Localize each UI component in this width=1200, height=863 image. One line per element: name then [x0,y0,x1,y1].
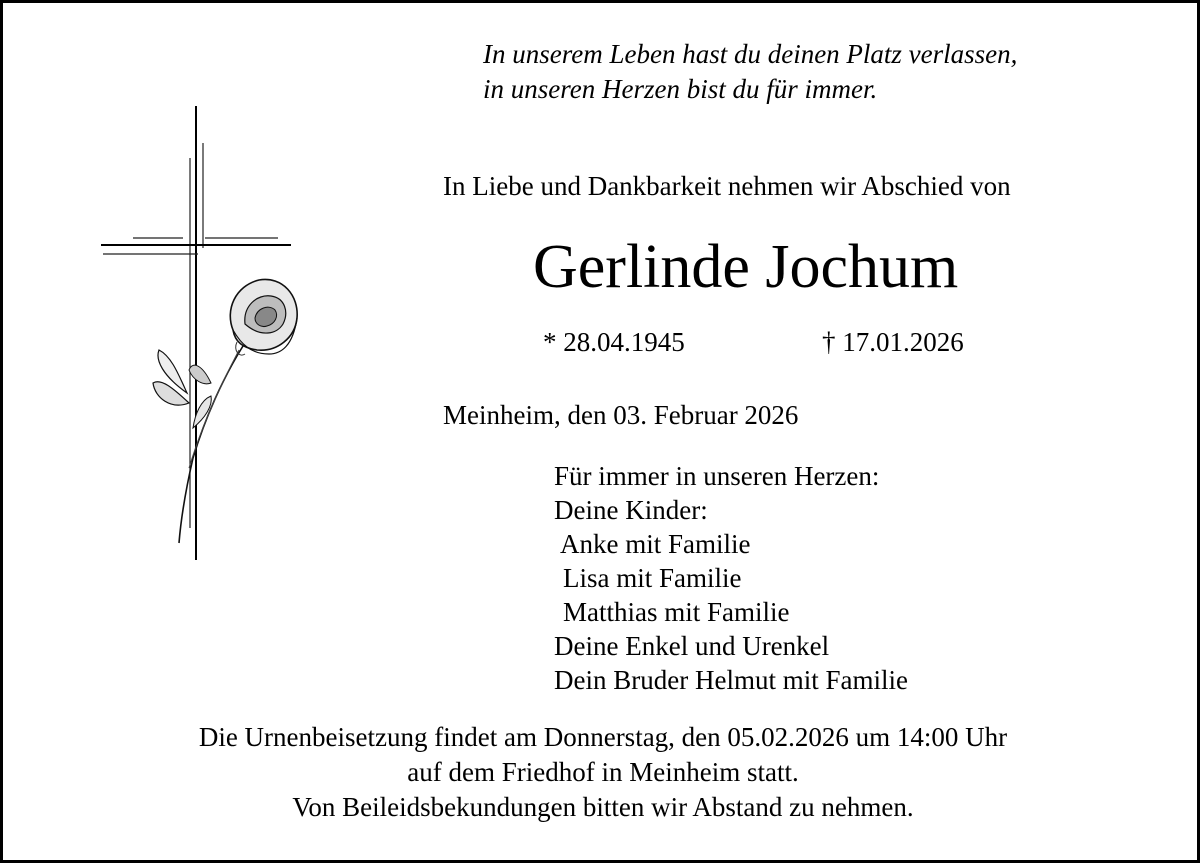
list-item: Anke mit Familie [560,529,751,559]
death-date: † 17.01.2026 [822,327,964,357]
funeral-line-2: auf dem Friedhof in Meinheim statt. [407,757,799,787]
motto-line-1: In unserem Leben hast du deinen Platz verlassen, [483,39,1018,69]
birth-date: * 28.04.1945 [543,327,685,357]
deceased-name: Gerlinde Jochum [533,233,959,301]
funeral-line-3: Von Beileidsbekundungen bitten wir Abstand zu nehmen. [292,792,914,822]
motto [483,37,1017,107]
list-item: Matthias mit Familie [563,597,790,627]
motto-line-2: in unseren Herzen bist du für immer. [483,74,878,104]
cross-with-rose-icon [93,98,313,568]
intro-text: In Liebe und Dankbarkeit nehmen wir Abschied von [443,171,1011,201]
place-and-date: Meinheim, den 03. Februar 2026 [443,400,799,430]
funeral-line-1: Die Urnenbeisetzung findet am Donnerstag, den 05.02.2026 um 14:00 Uhr [198,722,1008,752]
funeral-notice [3,720,1200,825]
brother-line: Dein Bruder Helmut mit Familie [554,665,908,695]
children-label: Deine Kinder: [554,495,708,525]
mourners-heading: Für immer in unseren Herzen: [554,461,880,491]
list-item: Lisa mit Familie [563,563,742,593]
grandchildren-line: Deine Enkel und Urenkel [554,631,830,661]
mourners-list [554,459,908,697]
